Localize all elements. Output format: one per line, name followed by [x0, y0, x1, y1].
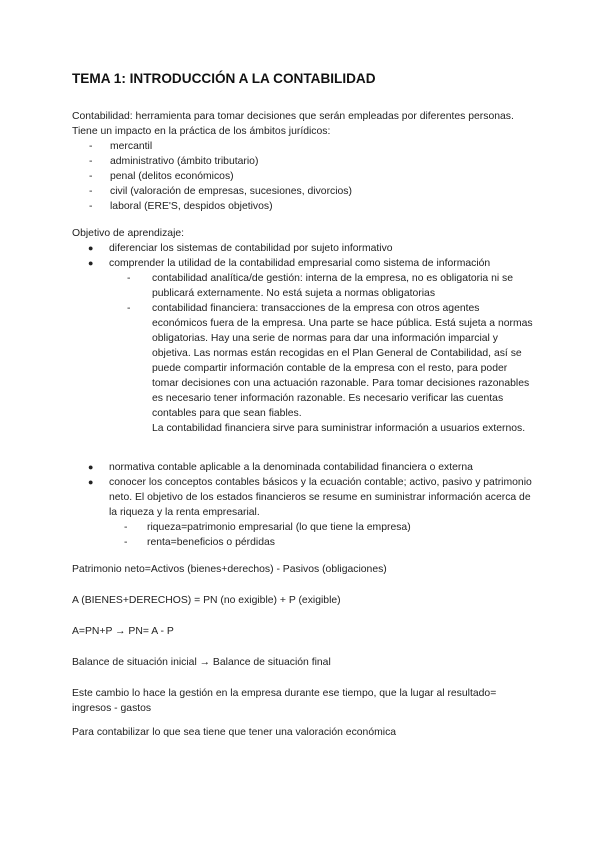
ambito-item: - civil (valoración de empresas, sucesiones, divorcios)	[89, 186, 352, 197]
dash-marker: -	[127, 273, 131, 284]
ambito-item: - administrativo (ámbito tributario)	[89, 156, 259, 167]
intro-section	[72, 109, 534, 214]
bullet-marker: ●	[88, 258, 94, 268]
objetivo-item: ● diferenciar los sistemas de contabilidad por sujeto informativo	[88, 243, 393, 254]
dash-marker: -	[89, 141, 93, 152]
intro-paragraph: Contabilidad: herramienta para tomar decisiones que serán empleadas por diferentes personas. Tiene un impacto en la práctica de los ámbitos jurídicos:	[72, 111, 514, 137]
objetivo-item: ● normativa contable aplicable a la denominada contabilidad financiera o externa	[88, 462, 473, 473]
ambito-item: - mercantil	[89, 141, 153, 152]
dash-marker: -	[89, 156, 93, 167]
tipos-contabilidad-list	[109, 271, 534, 436]
ambitos-list	[72, 139, 534, 214]
dash-marker: -	[124, 537, 128, 548]
cambio-paragraph: Este cambio lo hace la gestión en la empresa durante ese tiempo, que la lugar al resultado= ingresos - gastos	[72, 688, 497, 714]
patrimonio-neto-line: Patrimonio neto=Activos (bienes+derechos) - Pasivos (obligaciones)	[72, 564, 387, 575]
formula-2: A=PN+P → PN= A - P	[72, 626, 174, 637]
dash-marker: -	[89, 201, 93, 212]
tipo-item: - contabilidad financiera: transacciones de la empresa con otros agentes económicos fuera de la empresa. Una parte se hace pública. Está sujeta a normas obligatorias. Hay una serie de normas para dar una información imparcial y objetiva. Las normas están recogidas en el Plan General de Contabilidad, así se puede compartir información contable de la empresa con el resto, para poder tomar decisiones con una actuación razonable. Para tomar decisiones razonables es necesario tener información razonable. Es necesario verificar las cuentas contables para que sean fiables. La contabilidad financiera sirve para suministrar información a usuarios externos.	[127, 303, 533, 434]
objetivos-section-2	[72, 460, 534, 550]
bullet-marker: ●	[88, 243, 94, 253]
objetivos-section	[72, 226, 534, 436]
objetivo-heading: Objetivo de aprendizaje:	[72, 228, 185, 239]
riqueza-item: - riqueza=patrimonio empresarial (lo que tiene la empresa)	[124, 522, 411, 533]
bullet-marker: ●	[88, 477, 94, 487]
formula-1: A (BIENES+DERECHOS) = PN (no exigible) + P (exigible)	[72, 595, 341, 606]
financiera-note: La contabilidad financiera sirve para suministrar información a usuarios externos.	[152, 423, 526, 434]
riqueza-renta-list	[109, 520, 534, 550]
tipo-item: - contabilidad analítica/de gestión: interna de la empresa, no es obligatoria ni se publicará externamente. No está sujeta a normas obligatorias	[127, 273, 514, 299]
balance-line: Balance de situación inicial → Balance de situación final	[72, 657, 331, 668]
objetivos-list-2	[72, 460, 534, 550]
bullet-marker: ●	[88, 462, 94, 472]
dash-marker: -	[89, 186, 93, 197]
ambito-item: - penal (delitos económicos)	[89, 171, 234, 182]
objetivos-list	[72, 241, 534, 436]
objetivo-item: ● conocer los conceptos contables básicos y la ecuación contable; activo, pasivo y patrimonio neto. El objetivo de los estados financieros se resume en suministrar información acerca de la riqueza y la renta empresarial. - riqueza=patrimonio empresarial (lo que tiene la empresa) - renta=beneficios o pérdidas	[72, 475, 534, 550]
renta-item: - renta=beneficios o pérdidas	[124, 537, 275, 548]
objetivo-item: ● comprender la utilidad de la contabilidad empresarial como sistema de información - contabilidad analítica/de gestión: interna de la empresa, no es obligatoria ni se publicará externamente. No está sujeta a normas obligatorias - contabilidad financiera: transacciones de la empresa con otros agentes económicos fuera de la empresa. Una parte se hace pública. Está sujeta a normas obligatorias. Hay una serie de normas para dar una información imparcial y objetiva. Las normas están recogidas en el Plan General de Contabilidad, así se puede compartir información contable de la empresa con el resto, para poder tomar decisiones con una actuación razonable. Para tomar decisiones razonables es necesario tener información razonable. Es necesario verificar las cuentas contables para que sean fiables. La contabilidad financiera sirve para suministrar información a usuarios externos.	[88, 258, 533, 434]
document-title: TEMA 1: INTRODUCCIÓN A LA CONTABILIDAD	[72, 71, 376, 86]
ambito-item: - laboral (ERE'S, despidos objetivos)	[89, 201, 273, 212]
valoracion-line: Para contabilizar lo que sea tiene que tener una valoración económica	[72, 727, 397, 738]
dash-marker: -	[89, 171, 93, 182]
dash-marker: -	[124, 522, 128, 533]
dash-marker: -	[127, 303, 131, 314]
